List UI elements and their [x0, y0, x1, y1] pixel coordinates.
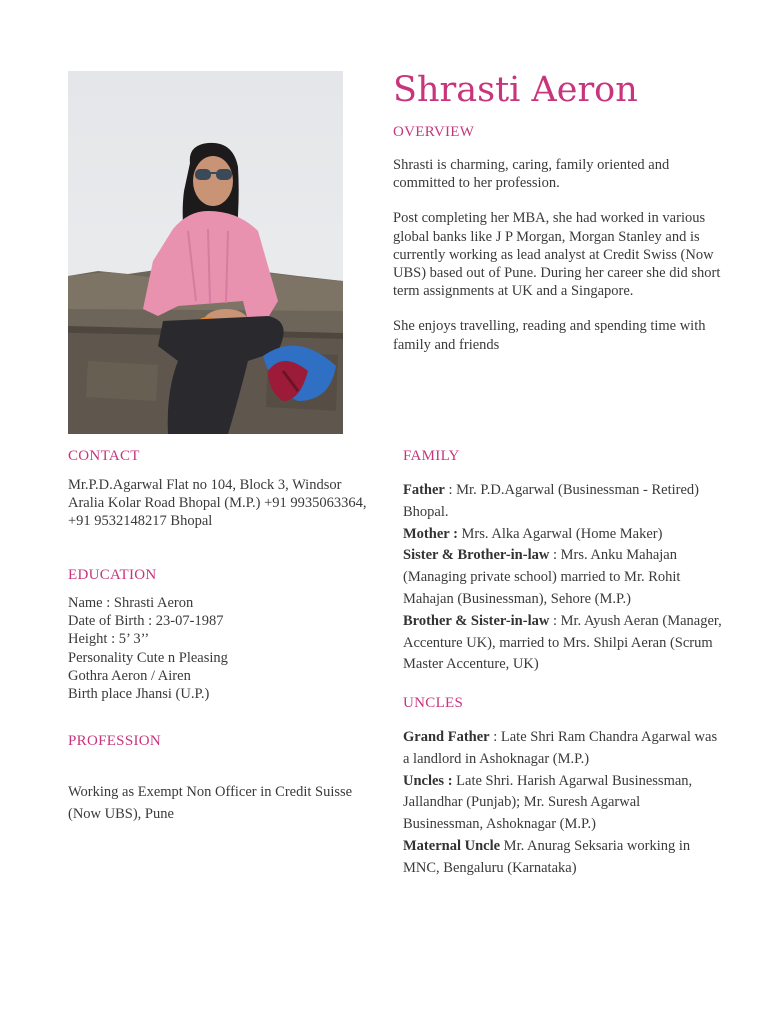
education-item: Name : Shrasti Aeron [68, 595, 194, 611]
family-text: Mrs. Alka Agarwal (Home Maker) [457, 525, 663, 542]
family-text: : Mr. Ayush Aeran (Manager, Accenture UK), married to Mrs. Shilpi Aeran (Scrum Master Accenture, UK) [403, 612, 722, 673]
overview-heading: OVERVIEW [393, 124, 475, 140]
uncles-text: Mr. Anurag Seksaria working in MNC, Bengaluru (Karnataka) [403, 837, 691, 876]
profile-name: Shrasti Aeron [393, 70, 638, 110]
uncles-text: : Late Shri Ram Chandra Agarwal was a landlord in Ashoknagar (M.P.) [403, 729, 718, 767]
uncles-label: Maternal Uncle [403, 837, 501, 854]
contact-address: Mr.P.D.Agarwal Flat no 104, Block 3, Windsor Aralia Kolar Road Bhopal (M.P.) +91 9935063364, +91 9532148217 Bhopal [68, 477, 367, 530]
uncles-label: Grand Father [403, 729, 490, 745]
profession-text: Working as Exempt Non Officer in Credit Suisse (Now UBS), Pune [68, 784, 353, 822]
family-heading: FAMILY [403, 448, 460, 464]
uncles-heading: UNCLES [403, 695, 464, 711]
education-item: Height : 5’ 3’’ [68, 631, 150, 648]
family-entry-father [403, 480, 723, 524]
education-item: Birth place Jhansi (U.P.) [68, 686, 210, 703]
family-label: Father [403, 482, 445, 498]
overview-paragraph: She enjoys travelling, reading and spending time with family and friends [393, 318, 706, 353]
education-list [68, 594, 368, 703]
overview-body [393, 156, 723, 371]
family-entry-brother [403, 611, 723, 676]
contact-heading: CONTACT [68, 448, 140, 464]
family-text: : Mr. P.D.Agarwal (Businessman - Retired) Bhopal. [403, 482, 699, 520]
family-label: Sister & Brother-in-law [403, 547, 550, 564]
profession-heading: PROFESSION [68, 733, 162, 749]
family-entry-mother [403, 524, 723, 546]
uncles-entry-uncles [403, 771, 723, 836]
uncles-entry-grandfather [403, 727, 723, 771]
uncles-text: Late Shri. Harish Agarwal Businessman, Jallandhar (Punjab); Mr. Suresh Agarwal Businessman, Ashoknagar (M.P.) [403, 772, 693, 833]
overview-paragraph: Shrasti is charming, caring, family oriented and committed to her profession. [393, 157, 670, 192]
family-label: Mother : [403, 525, 458, 542]
education-heading: EDUCATION [68, 567, 157, 583]
education-item: Date of Birth : 23-07-1987 [68, 613, 224, 630]
profile-photo [68, 71, 343, 434]
family-label: Brother & Sister-in-law [403, 612, 550, 629]
uncles-label: Uncles : [403, 772, 453, 789]
education-item: Personality Cute n Pleasing [68, 649, 228, 666]
uncles-list [403, 727, 723, 880]
family-text: : Mrs. Anku Mahajan (Managing private school) married to Mr. Rohit Mahajan (Businessman), Sehore (M.P.) [403, 547, 681, 607]
family-list [403, 480, 723, 676]
education-item: Gothra Aeron / Airen [68, 667, 191, 684]
uncles-entry-maternal [403, 836, 723, 880]
overview-paragraph: Post completing her MBA, she had worked in various global banks like J P Morgan, Morgan Stanley and is currently working as lead analyst at Credit Swiss (Now UBS) based out of Pune. During her career she did short term assignments at UK and a Singapore. [393, 210, 721, 300]
family-entry-sister [403, 545, 723, 610]
